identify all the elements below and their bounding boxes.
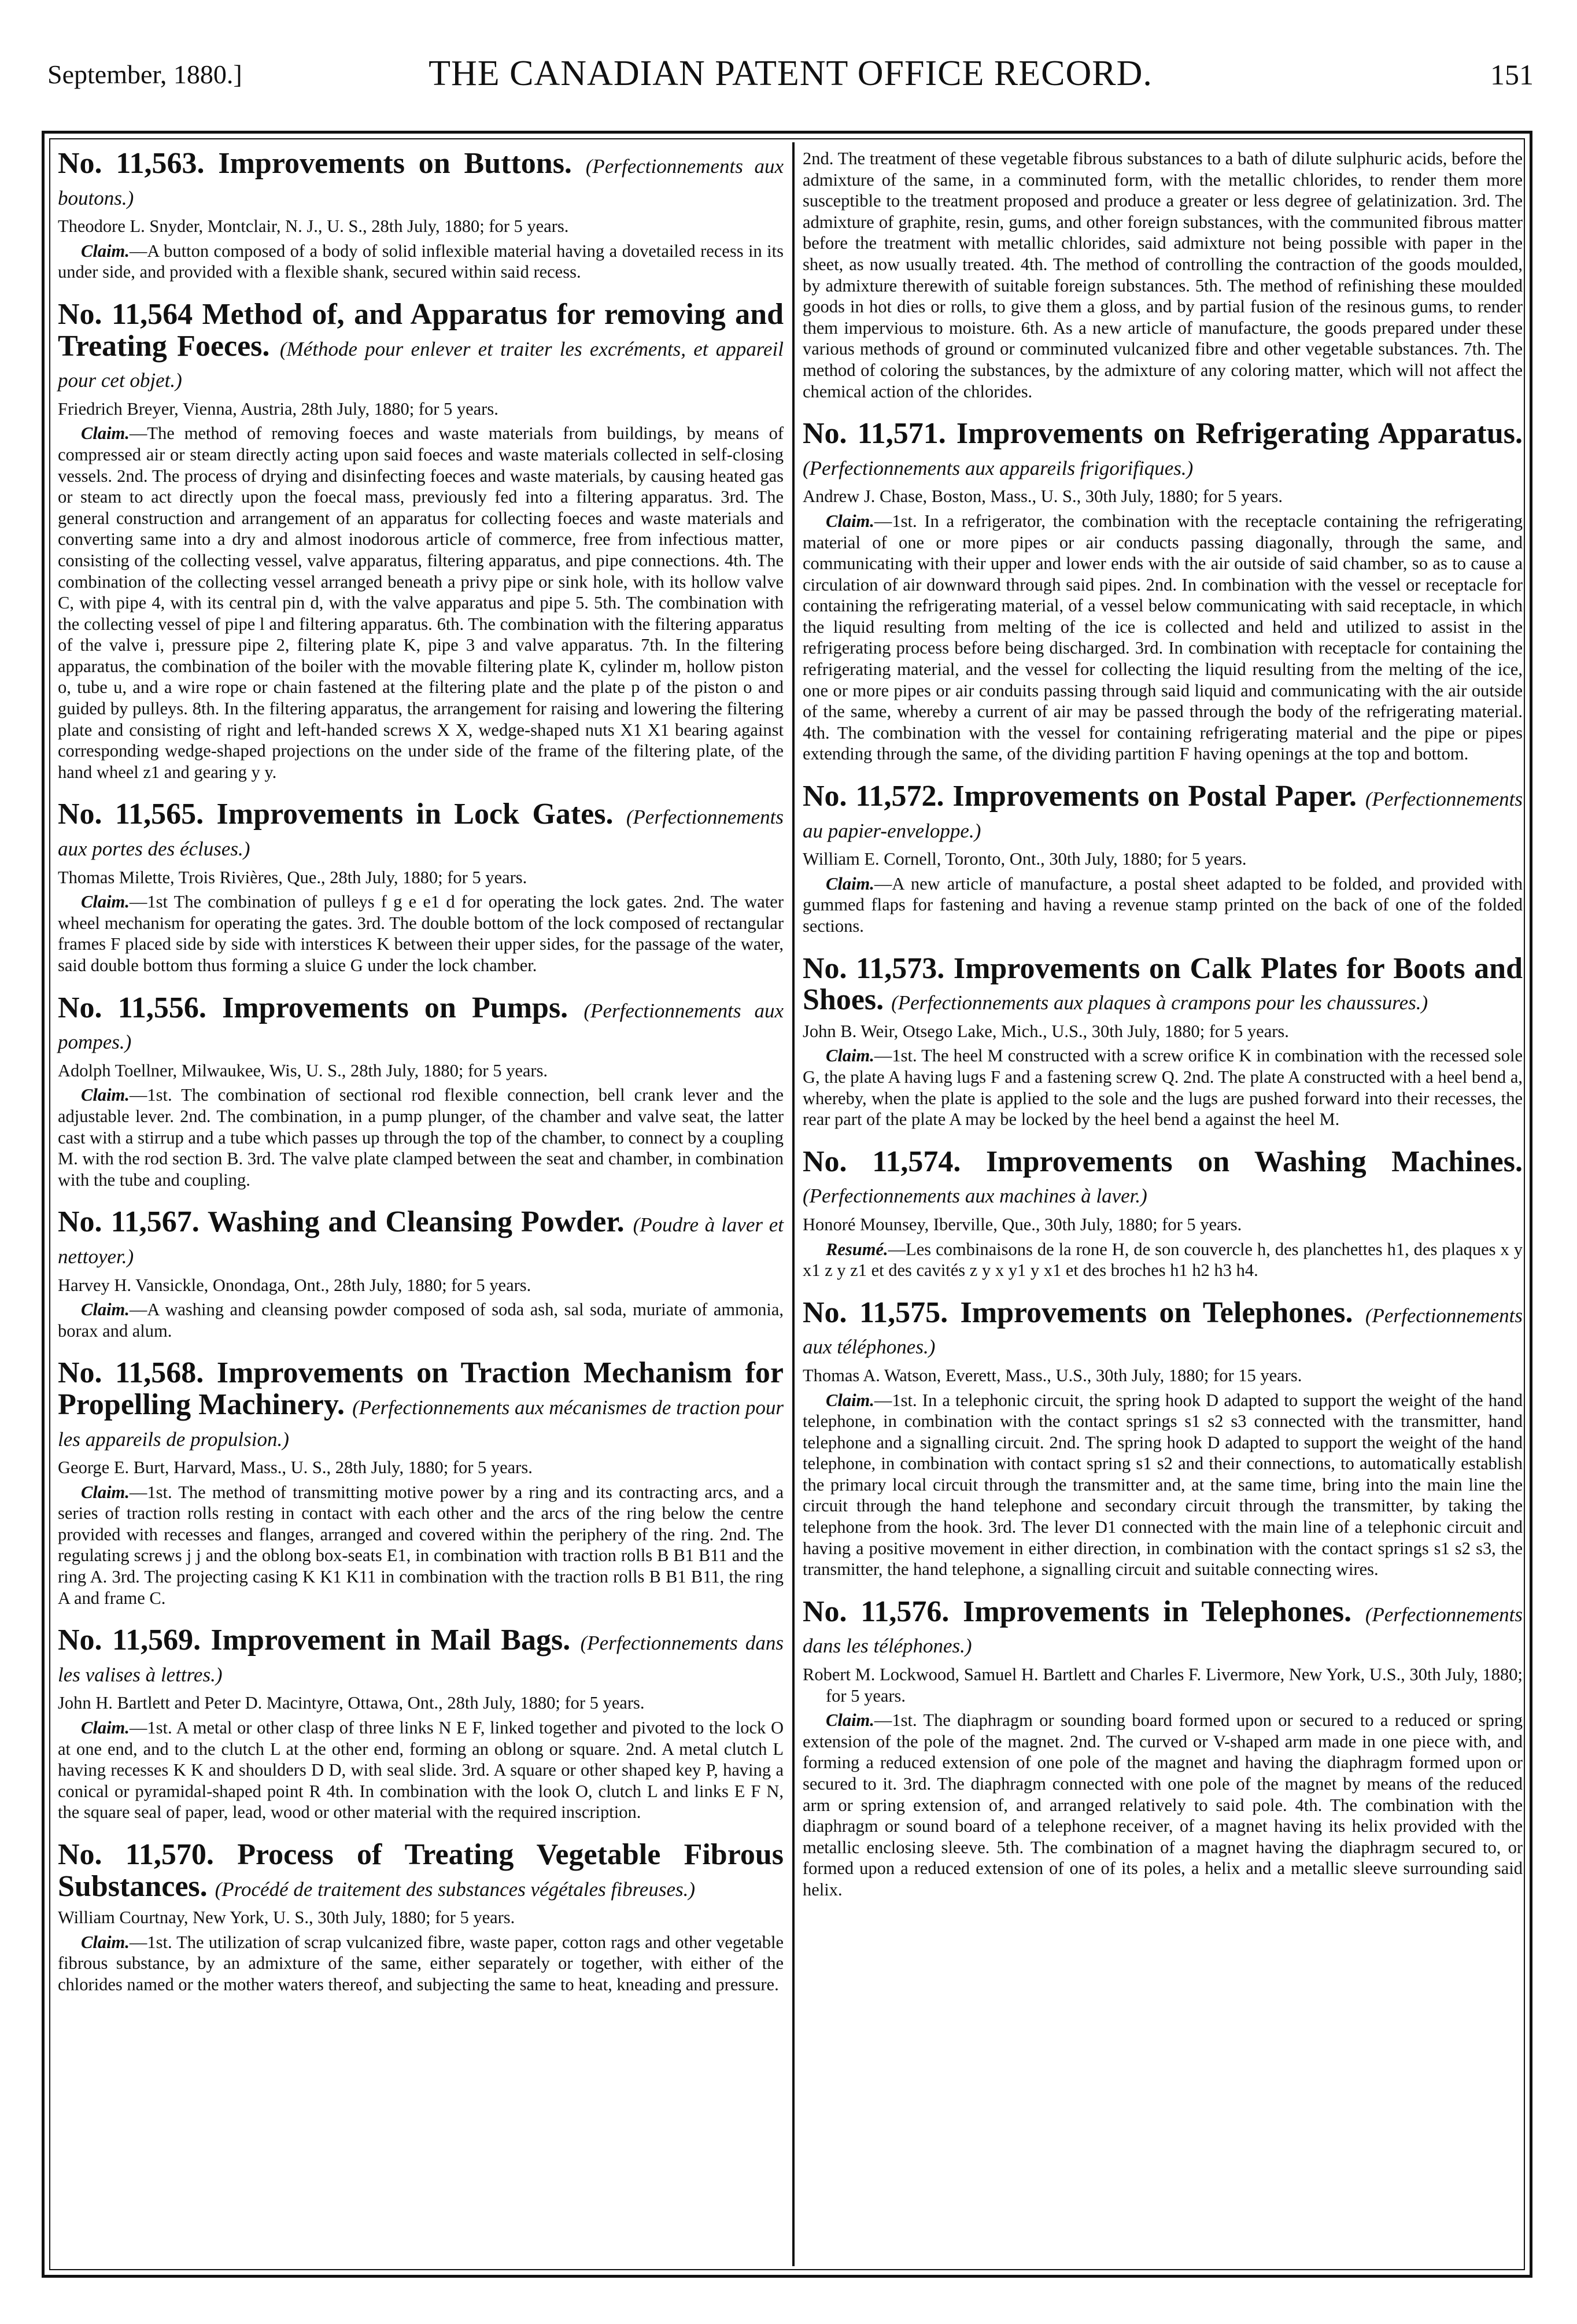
- claim-text: [803, 1390, 1523, 1580]
- patent-number: No. 11,569.: [58, 1624, 201, 1657]
- claim-continuation: 2nd. The treatment of these vegetable fibrous substances to a bath of dilute sulphuric acids, before the admixture of the same, in a comminuted form, with the metallic chlorides, to render them more susceptible to the treatment proposed and produce a greater or less degree of gelatinization. 3rd. The admixture of graphite, resin, gums, and other foreign substances, with the communited fibrous matter before the treatment with metallic chlorides, said admixture not being possible with paper in the sheet, as now usually treated. 4th. The method of controlling the contraction of the goods moulded, by admixture therewith of suitable foreign substances. 5th. The method of refinishing these moulded goods in hot dies or rolls, to give them a gloss, and by partial fusion of the resinous gums, to render them impervious to moisture. 6th. As a new article of manufacture, the goods prepared under these various methods of ground or comminuted vulcanized fibre and other vegetable substances. 7th. The method of coloring the substances, by the admixture of any coloring matter, which will not affect the chemical action of the chlorides.: [803, 149, 1523, 401]
- claim-text: [803, 1710, 1523, 1900]
- patent-heading: [58, 299, 784, 394]
- claim-text: [803, 873, 1523, 937]
- inventor-line: George E. Burt, Harvard, Mass., U. S., 28th July, 1880; for 5 years.: [58, 1458, 533, 1478]
- patent-entry: [58, 148, 784, 283]
- patent-entry: [58, 799, 784, 976]
- claim-label: Resumé.: [826, 1239, 888, 1259]
- patent-title: Improvements in Telephones.: [963, 1595, 1352, 1628]
- patent-entry: [58, 1207, 784, 1341]
- claim-text: [58, 1084, 784, 1190]
- patent-title: Improvements on Buttons.: [218, 147, 572, 180]
- claim-text: [58, 241, 784, 283]
- patent-entry: [58, 993, 784, 1191]
- patent-number: No. 11,565.: [58, 798, 204, 831]
- inventor-line: William Courtnay, New York, U. S., 30th July, 1880; for 5 years.: [58, 1908, 515, 1928]
- claim-text: [58, 1717, 784, 1823]
- claim-body: —1st. The utilization of scrap vulcanized fibre, waste paper, cotton rags and other vegetable fibrous substance, by an admixture of the same, either separately or together, with either of the chlorides named or the mother waters thereof, and subjecting the same to heat, kneading and pressure.: [58, 1932, 784, 1994]
- french-title: (Perfectionnements aux téléphones.): [803, 1304, 1523, 1359]
- patent-number: No. 11,573.: [803, 951, 945, 985]
- claim-body: —1st. In a refrigerator, the combination with the receptacle containing the refrigerating material of one or more pipes or air conducts passing diagonally, through the same, and communicating with their upper and lower ends with the air outside of said chamber, so as to cause a circulation of air downward through said pipes. 2nd. In combination with the vessel or receptacle for containing the refrigerating material, of a vessel below communicating with said receptacle, in which the liquid resulting from melting of the ice is collected and held and utilized to assist in the refrigerating process before being discharged. 3rd. In combination with receptacle for containing the refrigerating material, and the vessel for collecting the liquid resulting from the melting of the ice, one or more pipes or air conduits passing through said liquid and communicating with the air outside of the same, whereby a current of air may be passed through the body of the refrigerating material. 4th. The combination with the vessel for containing refrigerating material and the pipe or pipes extending through the same, of the dividing partition F having openings at the top and bottom.: [803, 511, 1523, 764]
- patent-entry: [803, 781, 1523, 937]
- patent-heading: [803, 1297, 1523, 1360]
- inventor-line: Adolph Toellner, Milwaukee, Wis, U. S., 28th July, 1880; for 5 years.: [58, 1060, 548, 1080]
- patent-heading: [58, 148, 784, 211]
- patent-title: Improvement in Mail Bags.: [210, 1624, 571, 1657]
- patent-heading: [58, 1207, 784, 1270]
- inventor-line: Harvey H. Vansickle, Onondaga, Ont., 28th July, 1880; for 5 years.: [58, 1275, 531, 1295]
- patent-number: No. 11,576.: [803, 1595, 950, 1628]
- patent-entry: [58, 299, 784, 783]
- patent-heading: [803, 1596, 1523, 1659]
- inventor-line: Robert M. Lockwood, Samuel H. Bartlett and Charles F. Livermore, New York, U.S., 30th July, 1880; for 5 years.: [803, 1665, 1523, 1706]
- patent-heading: [58, 1357, 784, 1452]
- patent-entry: [58, 1357, 784, 1609]
- claim-body: —1st. The heel M constructed with a screw orifice K in combination with the recessed sole G, the plate A having lugs F and a fastening screw Q. 2nd. The plate A constructed with a heel bend a, whereby, when the plate is applied to the sole and the lugs are pushed forward into their recesses, the rear part of the plate A may be locked by the heel bend a against the heel M.: [803, 1046, 1523, 1130]
- claim-body: —A button composed of a body of solid inflexible material having a dovetailed recess in its under side, and provided with a flexible shank, secured within said recess.: [58, 241, 784, 282]
- patent-title: Improvements on Postal Paper.: [952, 780, 1357, 813]
- patent-title: Improvements in Lock Gates.: [216, 798, 614, 831]
- claim-body: —The method of removing foeces and waste materials from buildings, by means of compressed air or steam directly acting upon said foeces and waste materials collected in self-closing vessels. 2nd. The process of drying and disinfecting foeces and waste materials, by causing heated gas or steam to act directly upon the foecal mass, previously fed into a filtering apparatus. 3rd. The general construction and arrangement of an apparatus for collecting foeces and waste materials and converting same into a dry and almost inodorous article of commerce, free from infectious matter, consisting of the collecting vessel, valve apparatus, filtering apparatus, and pipe connections. 4th. The combination of the collecting vessel arranged beneath a privy pipe or sink hole, with its hollow valve C, with pipe 4, with its central pin d, with the valve apparatus and pipe 5. 5th. The combination with the collecting vessel of pipe l and filtering apparatus. 6th. The combination with the filtering apparatus of the valve i, pressure pipe 2, filtering plate K, pipe 3 and valve apparatus. 7th. In the filtering apparatus, the combination of the boiler with the movable filtering plate K, cylinder m, hollow piston o, tube u, and a wire rope or chain fastened at the filtering plate and the plate p of the piston o and guided by pulleys. 8th. In the filtering apparatus, the arrangement for raising and lowering the filtering plate and consisting of right and left-handed screws X X, wedge-shaped nuts X1 X1 bearing against corresponding wedge-shaped projections on the under side of the frame of the filtering plate, of the hand wheel z1 and gearing y y.: [58, 423, 784, 782]
- inventor-line: Thomas Milette, Trois Rivières, Que., 28th July, 1880; for 5 years.: [58, 867, 527, 887]
- patent-number: No. 11,568.: [58, 1356, 204, 1390]
- claim-text: [58, 1932, 784, 1995]
- claim-text: [803, 1045, 1523, 1130]
- patent-number: No. 11,567.: [58, 1205, 200, 1239]
- french-title: (Méthode pour enlever et traiter les excréments, et appareil pour cet objet.): [58, 337, 784, 392]
- patent-title: Washing and Cleansing Powder.: [207, 1205, 625, 1239]
- patent-number: No. 11,564: [58, 297, 193, 331]
- french-title: (Perfectionnements aux appareils frigorifiques.): [803, 456, 1194, 479]
- french-title: (Perfectionnements aux mécanismes de traction pour les appareils de propulsion.): [58, 1396, 784, 1451]
- claim-label: Claim.: [826, 873, 874, 894]
- patent-heading: [58, 1839, 784, 1902]
- patent-entry: [803, 1596, 1523, 1901]
- inventor-line: John H. Bartlett and Peter D. Macintyre, Ottawa, Ont., 28th July, 1880; for 5 years.: [58, 1693, 645, 1713]
- french-title: (Perfectionnements aux plaques à crampons pour les chaussures.): [891, 991, 1428, 1015]
- patent-number: No. 11,572.: [803, 780, 944, 813]
- inventor-line: Honoré Mounsey, Iberville, Que., 30th July, 1880; for 5 years.: [803, 1214, 1242, 1234]
- claim-body: —1st. The combination of sectional rod flexible connection, bell crank lever and the adjustable lever. 2nd. The combination, in a pump plunger, of the chamber and valve seat, the latter cast with a stirrup and a tube which passes up through the top of the chamber, to connect by a coupling M. with the rod section B. 3rd. The valve plate clamped between the seat and chamber, in combination with the tube and coupling.: [58, 1085, 784, 1190]
- patent-number: No. 11,574.: [803, 1145, 961, 1178]
- patent-number: No. 11,575.: [803, 1296, 948, 1329]
- patent-heading: [58, 993, 784, 1056]
- claim-body: —1st. A metal or other clasp of three links N E F, linked together and pivoted to the lock O at one end, and to the clutch L at the other end, forming an oblong or square. 2nd. A metal clutch L having recesses K K and shoulders D D, with seal slide. 3rd. A square or other shaped key P, having a conical or pyramidal-shaped point R 4th. In combination with the look O, clutch L and links E F N, the square seal of paper, lead, wood or other material with the required inscription.: [58, 1718, 784, 1823]
- claim-label: Claim.: [826, 511, 874, 531]
- claim-body: —1st. The method of transmitting motive power by a ring and its contracting arcs, and a series of traction rolls resting in contact with each other and the arcs of the ring below the centre provided with recesses and flanges, arranged and covered within the periphery of the ring. 2nd. The regulating screws j j and the oblong box-seats E1, in combination with traction rolls B B1 B11 and the ring A. 3rd. The projecting casing K K1 K11 in combination with the traction rolls B B1 B11, the ring A and frame C.: [58, 1482, 784, 1608]
- french-title: (Perfectionnements aux machines à laver.): [803, 1185, 1147, 1208]
- journal-title: THE CANADIAN PATENT OFFICE RECORD.: [429, 54, 1153, 93]
- claim-label: Claim.: [81, 1085, 130, 1105]
- patent-entry: [803, 1297, 1523, 1580]
- patent-entry: [803, 953, 1523, 1130]
- patent-number: No. 11,571.: [803, 417, 946, 451]
- patent-entry: [803, 418, 1523, 765]
- patent-title: Improvements on Refrigerating Apparatus.: [956, 417, 1523, 451]
- patent-title: Process of Treating Vegetable Fibrous Substances.: [58, 1838, 784, 1903]
- claim-text: [58, 1482, 784, 1609]
- patent-heading: [803, 418, 1523, 481]
- french-title: (Perfectionnements dans les téléphones.): [803, 1603, 1523, 1658]
- inventor-line: Andrew J. Chase, Boston, Mass., U. S., 30th July, 1880; for 5 years.: [803, 486, 1283, 507]
- claim-body: —A washing and cleansing powder composed of soda ash, sal soda, muriate of ammonia, borax and alum.: [58, 1300, 784, 1341]
- claim-text: [803, 1239, 1523, 1281]
- patent-title: Improvements on Telephones.: [960, 1296, 1353, 1329]
- patent-heading: [803, 1146, 1523, 1209]
- claim-text: [58, 1299, 784, 1341]
- patent-number: No. 11,556.: [58, 991, 206, 1024]
- patent-entry: [803, 148, 1523, 402]
- patent-title: Improvements on Pumps.: [222, 991, 568, 1024]
- patent-heading: [803, 781, 1523, 844]
- column-divider: [792, 142, 795, 2266]
- french-title: (Perfectionnements au papier-enveloppe.): [803, 788, 1523, 842]
- claim-label: Claim.: [81, 241, 130, 261]
- page-header: [47, 53, 1534, 105]
- patent-entry: [58, 1839, 784, 1995]
- claim-body: —Les combinaisons de la rone H, de son couvercle h, des planchettes h1, des plaques x y x1 z y z1 et des cavités z y x y1 y x1 et des broches h1 h2 h3 h4.: [803, 1239, 1523, 1281]
- claim-body: —1st The combination of pulleys f g e e1 d for operating the lock gates. 2nd. The water wheel mechanism for operating the gates. 3rd. The double bottom of the lock composed of rectangular frames F placed side by side with interstices K between their upper sides, for the passage of the water, said double bottom thus forming a sluice G under the lock chamber.: [58, 892, 784, 975]
- claim-label: Claim.: [826, 1390, 874, 1410]
- patent-title: Method of, and Apparatus for removing and Treating Foeces.: [58, 297, 784, 363]
- claim-body: —1st. In a telephonic circuit, the spring hook D adapted to support the weight of the hand telephone, in combination with the contact springs s1 s2 s3 connected with the transmitter, hand telephone and a signalling circuit. 2nd. The spring hook D adapted to support the weight of the hand telephone, in combination with contact spring s1 s2 and their connections, to automatically establish the primary local circuit through the transmitter and, at the same time, bring into the main line the circuit through the hand telephone and secondary circuit through the transmitter, by taking the telephone from the hook. 3rd. The lever D1 connected with the main line of a telephonic circuit and having a positive movement in either direction, in combination with the contact springs s1 s2 s3, the transmitter, the hand telephone, a signalling circuit and suitable connecting wires.: [803, 1390, 1523, 1580]
- claim-body: —A new article of manufacture, a postal sheet adapted to be folded, and provided with gummed flaps for fastening and having a revenue stamp printed on the back of one of the folded sections.: [803, 873, 1523, 936]
- inventor-line: Friedrich Breyer, Vienna, Austria, 28th July, 1880; for 5 years.: [58, 399, 498, 419]
- claim-label: Claim.: [81, 1300, 130, 1320]
- patent-number: No. 11,570.: [58, 1838, 214, 1871]
- patent-heading: [803, 953, 1523, 1016]
- claim-text: [803, 511, 1523, 765]
- claim-text: [58, 423, 784, 783]
- claim-label: Claim.: [81, 1482, 130, 1502]
- french-title: (Procédé de traitement des substances végétales fibreuses.): [215, 1877, 696, 1901]
- page-number: 151: [1490, 58, 1534, 91]
- patent-title: Improvements on Calk Plates for Boots and Shoes.: [803, 951, 1523, 1017]
- french-title: (Poudre à laver et nettoyer.): [58, 1213, 784, 1268]
- patent-title: Improvements on Washing Machines.: [986, 1145, 1523, 1178]
- french-title: (Perfectionnements aux boutons.): [58, 155, 784, 209]
- claim-label: Claim.: [826, 1710, 874, 1731]
- claim-label: Claim.: [81, 1932, 130, 1952]
- patent-entry: [58, 1625, 784, 1823]
- claim-label: Claim.: [81, 423, 130, 444]
- patent-heading: [58, 1625, 784, 1688]
- inventor-line: Theodore L. Snyder, Montclair, N. J., U. S., 28th July, 1880; for 5 years.: [58, 216, 569, 237]
- patent-title: Improvements on Traction Mechanism for Propelling Machinery.: [58, 1356, 784, 1421]
- right-column: [803, 148, 1523, 1917]
- inventor-line: William E. Cornell, Toronto, Ont., 30th July, 1880; for 5 years.: [803, 849, 1247, 869]
- french-title: (Perfectionnements dans les valises à lettres.): [58, 1632, 784, 1686]
- patent-heading: [58, 799, 784, 862]
- inventor-line: Thomas A. Watson, Everett, Mass., U.S., 30th July, 1880; for 15 years.: [803, 1365, 1302, 1385]
- patent-number: No. 11,563.: [58, 147, 205, 180]
- claim-body: —1st. The diaphragm or sounding board formed upon or secured to a reduced or spring extension of the pole of the magnet. 2nd. The curved or V-shaped arm made in one piece with, and forming a reduced extension of one pole of the magnet and having the diaphragm formed upon or secured to it. 3rd. The diaphragm connected with one pole of the magnet by means of the reduced arm or spring extension of, and arranged relatively to said pole. 4th. The combination with the diaphragm or sound board of a telephone receiver, of a magnet having its helix provided with the metallic enclosing sleeve. 5th. The combination of a magnet having the diaphragm secured to, or formed upon a reduced extension of one of its poles, a helix and a metallic sleeve surrounding said helix.: [803, 1710, 1523, 1899]
- inventor-line: John B. Weir, Otsego Lake, Mich., U.S., 30th July, 1880; for 5 years.: [803, 1021, 1289, 1041]
- issue-date: September, 1880.]: [47, 60, 242, 89]
- claim-label: Claim.: [826, 1046, 874, 1066]
- left-column: [58, 148, 784, 2012]
- claim-label: Claim.: [81, 1718, 130, 1738]
- french-title: (Perfectionnements aux pompes.): [58, 999, 784, 1054]
- french-title: (Perfectionnements aux portes des écluses.): [58, 806, 784, 861]
- claim-text: [58, 891, 784, 976]
- patent-entry: [803, 1146, 1523, 1281]
- claim-label: Claim.: [81, 892, 130, 912]
